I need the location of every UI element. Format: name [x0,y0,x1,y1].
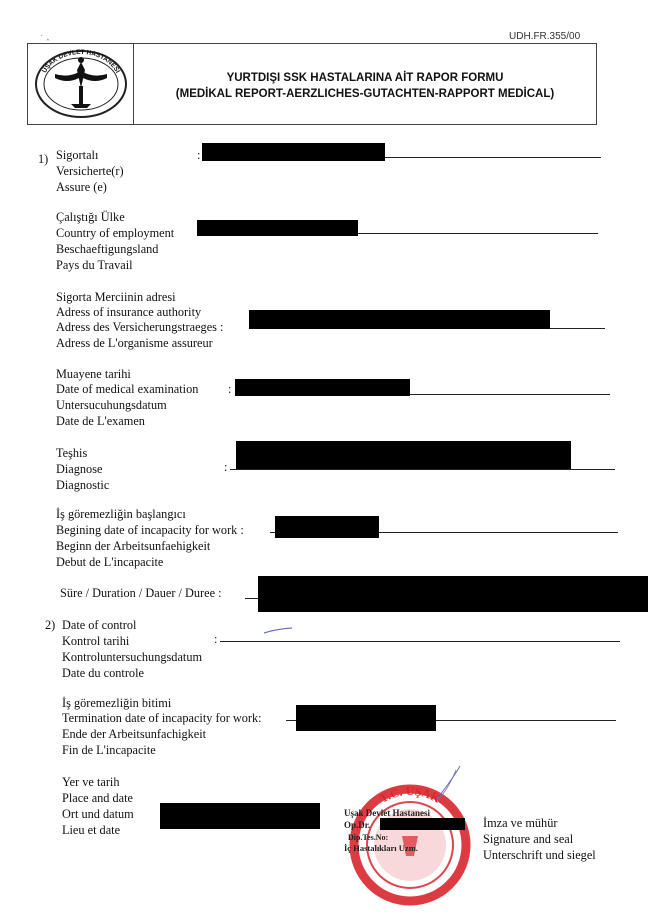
hospital-logo [33,48,129,120]
label-signature-de: Unterschrift und siegel [483,848,596,862]
label-address-en: Adress of insurance authority [56,305,202,319]
header-divider [133,43,134,125]
label-country-fr: Pays du Travail [56,258,133,272]
label-address-tr: Sigorta Merciinin adresi [56,290,176,304]
stamp-ring-text: T.C. UŞAK [377,784,443,806]
section-1-number: 1) [38,152,49,166]
label-inc-start-de: Beginn der Arbeitsunfaehigkeit [56,539,211,553]
diagnosis-line [230,469,615,470]
stamp-hospital-name: Uşak Devlet Hastanesi [344,808,430,818]
form-subtitle: (MEDİKAL REPORT-AERZLICHES-GUTACHTEN-RAPPORT MEDİCAL) [175,88,555,100]
official-stamp [340,760,480,910]
label-inc-start-en: Begining date of incapacity for work : [56,523,244,537]
stamp-specialty: İç Hastalıkları Uzm. [344,843,418,853]
redacted-insurance-address [249,310,550,329]
redacted-place-date [160,803,320,829]
redacted-insured-name [202,143,385,161]
logo-text: UŞAK DEVLET HASTANESİ [41,48,121,75]
redacted-inc-start-date [275,516,379,538]
label-insured-de: Versicherte(r) [56,164,124,178]
control-date-line [220,641,620,642]
label-exam-fr: Date de L'examen [56,414,145,428]
label-country-tr: Çalıştığı Ülke [56,210,125,224]
stamp-diploma: Dip.Tes.No: [348,833,389,842]
section-2-number: 2) [45,618,56,632]
label-place-en: Place and date [62,791,134,805]
label-control-tr: Kontrol tarihi [62,634,130,648]
label-exam-de: Untersucuhungsdatum [56,398,167,412]
label-diagnosis-de: Diagnose [56,462,103,476]
redacted-duration [258,576,648,612]
svg-text:T.C. UŞAK [377,784,443,806]
label-place-fr: Lieu et date [62,823,121,837]
label-insured-fr: Assure (e) [56,180,107,194]
scan-artifact-mark: · ‸ [40,30,50,41]
label-inc-start-tr: İş göremezliğin başlangıcı [56,507,186,521]
label-signature-tr: İmza ve mühür [483,816,558,830]
label-address-fr: Adress de L'organisme assureur [56,336,213,350]
colon: : [228,382,232,396]
label-inc-start-fr: Debut de L'incapacite [56,555,164,569]
redacted-doctor-name [380,818,465,830]
label-address-de: Adress des Versicherungstraeges : [56,320,224,334]
label-signature-en: Signature and seal [483,832,574,846]
label-control-en: Date of control [62,618,137,632]
label-control-fr: Date du controle [62,666,144,680]
label-country-en: Country of employment [56,226,175,240]
colon: : [214,632,218,646]
colon: : [224,460,228,474]
svg-text:UŞAK DEVLET HASTANESİ [41,49,122,74]
redacted-diagnosis [236,441,571,469]
stamp-doctor: Op.Dr. [344,820,371,830]
form-code: UDH.FR.355/00 [509,31,581,42]
label-exam-tr: Muayene tarihi [56,367,131,381]
label-exam-en: Date of medical examination [56,382,199,396]
redacted-exam-date [235,379,410,396]
label-inc-end-en: Termination date of incapacity for work: [62,711,262,725]
redacted-inc-end-date [296,705,436,731]
colon: : [197,148,201,162]
label-inc-end-fr: Fin de L'incapacite [62,743,156,757]
label-insured-tr: Sigortalı [56,148,99,162]
form-title: YURTDIŞI SSK HASTALARINA AİT RAPOR FORMU [226,72,504,84]
label-place-de: Ort und datum [62,807,134,821]
label-inc-end-tr: İş göremezliğin bitimi [62,696,172,710]
label-duration: Süre / Duration / Dauer / Duree : [60,586,222,600]
pen-stroke-mark [262,626,294,636]
label-country-de: Beschaeftigungsland [56,242,159,256]
redacted-country [197,220,358,236]
label-diagnosis-tr: Teşhis [56,446,88,460]
label-inc-end-de: Ende der Arbeitsunfachigkeit [62,727,207,741]
label-place-tr: Yer ve tarih [62,775,120,789]
label-diagnosis-fr: Diagnostic [56,478,110,492]
label-control-de: Kontroluntersuchungsdatum [62,650,203,664]
